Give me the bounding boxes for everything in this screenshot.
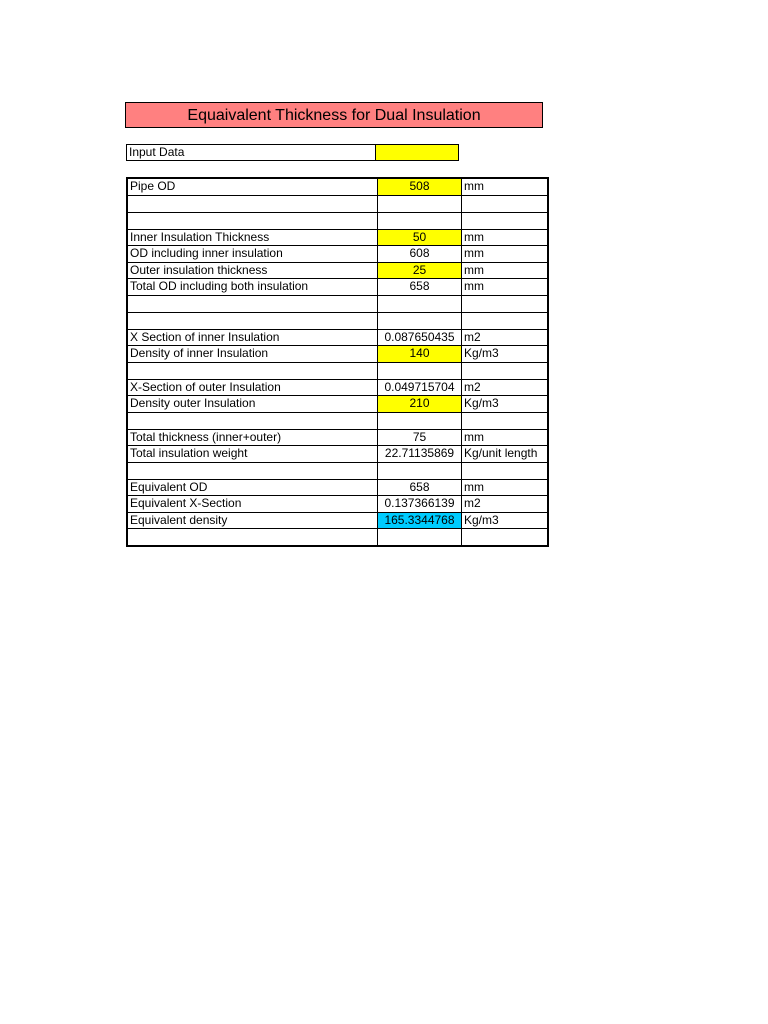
row-unit-cell[interactable] <box>462 529 549 547</box>
row-value-cell[interactable] <box>378 362 462 379</box>
row-unit-cell[interactable] <box>462 295 549 312</box>
row-unit-cell[interactable]: Kg/m3 <box>462 512 549 529</box>
row-unit-cell[interactable]: Kg/unit length <box>462 446 549 463</box>
row-unit-cell[interactable]: Kg/m3 <box>462 346 549 363</box>
row-value-cell[interactable]: 50 <box>378 229 462 246</box>
row-value-cell[interactable]: 75 <box>378 429 462 446</box>
sheet-title: Equaivalent Thickness for Dual Insulation <box>125 102 543 128</box>
row-unit-cell[interactable]: mm <box>462 246 549 263</box>
row-label-cell[interactable] <box>127 362 378 379</box>
empty-row <box>127 462 548 479</box>
row-unit-cell[interactable]: Kg/m3 <box>462 396 549 413</box>
row-label-cell[interactable]: Equivalent OD <box>127 479 378 496</box>
row-label-cell[interactable] <box>127 295 378 312</box>
table-row <box>127 446 548 463</box>
row-label-cell[interactable] <box>127 529 378 547</box>
row-value-cell[interactable] <box>378 462 462 479</box>
row-value-cell[interactable] <box>378 312 462 329</box>
row-label-cell[interactable]: Outer insulation thickness <box>127 262 378 279</box>
input-data-cell[interactable] <box>375 144 459 161</box>
row-value-cell[interactable] <box>378 212 462 229</box>
row-label-cell[interactable]: Pipe OD <box>127 178 378 195</box>
table-row <box>127 279 548 296</box>
table-row <box>127 479 548 496</box>
row-unit-cell[interactable]: m2 <box>462 496 549 513</box>
row-value-cell[interactable]: 608 <box>378 246 462 263</box>
row-value-cell[interactable]: 140 <box>378 346 462 363</box>
row-label-cell[interactable]: Equivalent X-Section <box>127 496 378 513</box>
row-unit-cell[interactable]: m2 <box>462 329 549 346</box>
row-unit-cell[interactable]: mm <box>462 279 549 296</box>
row-value-cell[interactable]: 658 <box>378 479 462 496</box>
row-unit-cell[interactable]: mm <box>462 429 549 446</box>
row-label-cell[interactable] <box>127 462 378 479</box>
row-value-cell[interactable] <box>378 412 462 429</box>
empty-row <box>127 412 548 429</box>
table-row <box>127 346 548 363</box>
row-label-cell[interactable]: Density outer Insulation <box>127 396 378 413</box>
row-label-cell[interactable] <box>127 195 378 212</box>
row-value-cell[interactable]: 210 <box>378 396 462 413</box>
row-value-cell[interactable]: 658 <box>378 279 462 296</box>
row-value-cell[interactable] <box>378 195 462 212</box>
row-value-cell[interactable]: 0.087650435 <box>378 329 462 346</box>
empty-row <box>127 212 548 229</box>
row-value-cell[interactable]: 22.71135869 <box>378 446 462 463</box>
row-label-cell[interactable]: X-Section of outer Insulation <box>127 379 378 396</box>
row-value-cell[interactable]: 25 <box>378 262 462 279</box>
table-row <box>127 246 548 263</box>
row-value-cell[interactable] <box>378 529 462 547</box>
row-label-cell[interactable]: Total insulation weight <box>127 446 378 463</box>
row-label-cell[interactable]: OD including inner insulation <box>127 246 378 263</box>
table-row <box>127 178 548 195</box>
table-row <box>127 429 548 446</box>
row-label-cell[interactable]: Equivalent density <box>127 512 378 529</box>
row-label-cell[interactable] <box>127 412 378 429</box>
input-data-label[interactable]: Input Data <box>126 144 376 161</box>
row-unit-cell[interactable]: mm <box>462 262 549 279</box>
row-label-cell[interactable] <box>127 212 378 229</box>
row-label-cell[interactable]: Density of inner Insulation <box>127 346 378 363</box>
row-unit-cell[interactable]: m2 <box>462 379 549 396</box>
row-unit-cell[interactable]: mm <box>462 479 549 496</box>
empty-row <box>127 312 548 329</box>
empty-row <box>127 295 548 312</box>
row-label-cell[interactable] <box>127 312 378 329</box>
empty-row <box>127 362 548 379</box>
calculation-table <box>126 177 549 547</box>
row-label-cell[interactable]: Total OD including both insulation <box>127 279 378 296</box>
row-label-cell[interactable]: Inner Insulation Thickness <box>127 229 378 246</box>
table-row <box>127 379 548 396</box>
row-unit-cell[interactable] <box>462 462 549 479</box>
table-row <box>127 512 548 529</box>
table-row <box>127 496 548 513</box>
row-value-cell[interactable]: 165.3344768 <box>378 512 462 529</box>
table-row <box>127 229 548 246</box>
empty-row <box>127 529 548 547</box>
table-row <box>127 329 548 346</box>
row-label-cell[interactable]: Total thickness (inner+outer) <box>127 429 378 446</box>
table-row <box>127 262 548 279</box>
row-value-cell[interactable]: 0.049715704 <box>378 379 462 396</box>
row-unit-cell[interactable] <box>462 212 549 229</box>
row-unit-cell[interactable] <box>462 362 549 379</box>
table-row <box>127 396 548 413</box>
row-value-cell[interactable]: 508 <box>378 178 462 195</box>
row-unit-cell[interactable] <box>462 312 549 329</box>
row-unit-cell[interactable] <box>462 412 549 429</box>
empty-row <box>127 195 548 212</box>
row-value-cell[interactable] <box>378 295 462 312</box>
row-unit-cell[interactable]: mm <box>462 229 549 246</box>
row-unit-cell[interactable]: mm <box>462 178 549 195</box>
row-label-cell[interactable]: X Section of inner Insulation <box>127 329 378 346</box>
row-value-cell[interactable]: 0.137366139 <box>378 496 462 513</box>
row-unit-cell[interactable] <box>462 195 549 212</box>
